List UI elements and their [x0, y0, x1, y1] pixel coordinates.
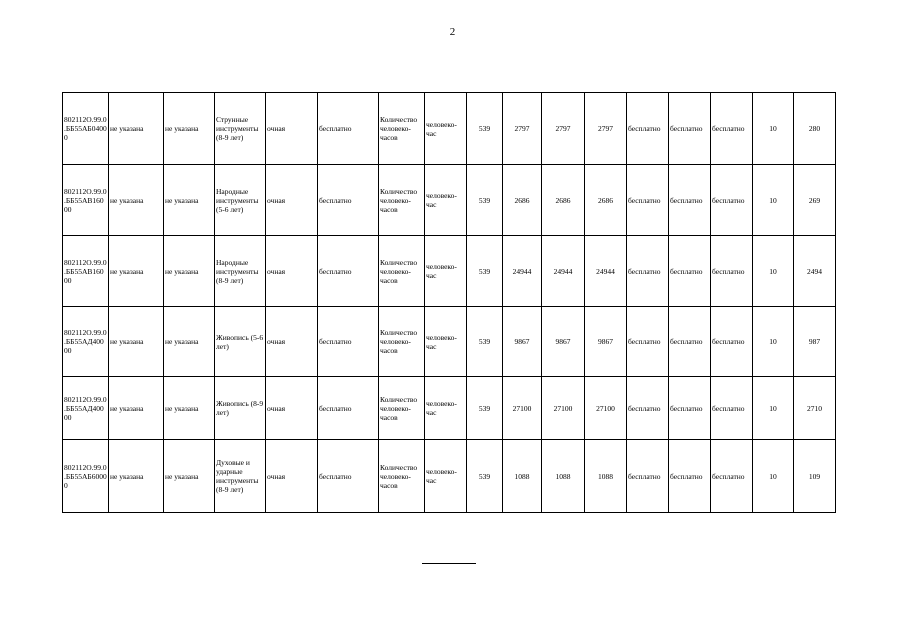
services-table [62, 92, 836, 513]
cell-indicator-2: не указана [164, 236, 215, 307]
cell-indicator-name: Количество человеко-часов [379, 440, 425, 513]
cell-study-form: очная [266, 307, 318, 377]
cell-indicator-2: не указана [164, 165, 215, 236]
cell-volume-year-2: 2686 [542, 165, 585, 236]
cell-volume-year-2: 9867 [542, 307, 585, 377]
cell-deviation-value: 109 [794, 440, 836, 513]
cell-unit-code: 539 [467, 440, 503, 513]
cell-unit-code: 539 [467, 93, 503, 165]
cell-unit-code: 539 [467, 236, 503, 307]
cell-volume-year-3: 27100 [585, 377, 627, 440]
cell-registry-code: 802112О.99.0.ББ55АБ60000 [63, 440, 109, 513]
cell-volume-year-3: 2797 [585, 93, 627, 165]
cell-fee-year-1: бесплатно [627, 93, 669, 165]
cell-volume-year-2: 1088 [542, 440, 585, 513]
table-row [63, 307, 836, 377]
cell-registry-code: 802112О.99.0.ББ55АБ04000 [63, 93, 109, 165]
cell-deviation-value: 987 [794, 307, 836, 377]
cell-fee-year-1: бесплатно [627, 377, 669, 440]
cell-deviation-percent: 10 [753, 377, 794, 440]
cell-volume-year-3: 1088 [585, 440, 627, 513]
footer-divider [422, 563, 476, 564]
cell-fee-year-3: бесплатно [711, 377, 753, 440]
cell-fee-year-2: бесплатно [669, 236, 711, 307]
cell-volume-year-2: 27100 [542, 377, 585, 440]
cell-study-form: очная [266, 440, 318, 513]
cell-payment-type: бесплатно [318, 440, 379, 513]
cell-program-name: Живопись (8-9 лет) [215, 377, 266, 440]
cell-indicator-1: не указана [109, 93, 164, 165]
page-number: 2 [449, 26, 456, 38]
cell-indicator-name: Количество человеко-часов [379, 377, 425, 440]
cell-deviation-percent: 10 [753, 165, 794, 236]
table-row [63, 440, 836, 513]
cell-program-name: Народные инструменты (8-9 лет) [215, 236, 266, 307]
cell-volume-year-3: 24944 [585, 236, 627, 307]
cell-indicator-1: не указана [109, 165, 164, 236]
cell-indicator-1: не указана [109, 307, 164, 377]
cell-indicator-2: не указана [164, 377, 215, 440]
cell-payment-type: бесплатно [318, 93, 379, 165]
cell-deviation-value: 280 [794, 93, 836, 165]
cell-registry-code: 802112О.99.0.ББ55АД40000 [63, 307, 109, 377]
cell-program-name: Живопись (5-6 лет) [215, 307, 266, 377]
cell-deviation-percent: 10 [753, 93, 794, 165]
cell-unit: человеко-час [425, 93, 467, 165]
cell-unit-code: 539 [467, 165, 503, 236]
cell-study-form: очная [266, 93, 318, 165]
cell-fee-year-2: бесплатно [669, 307, 711, 377]
cell-fee-year-3: бесплатно [711, 307, 753, 377]
cell-program-name: Народные инструменты (5-6 лет) [215, 165, 266, 236]
cell-volume-year-2: 2797 [542, 93, 585, 165]
cell-fee-year-3: бесплатно [711, 165, 753, 236]
cell-volume-year-1: 9867 [503, 307, 542, 377]
cell-fee-year-3: бесплатно [711, 93, 753, 165]
cell-indicator-name: Количество человеко-часов [379, 93, 425, 165]
cell-volume-year-1: 2797 [503, 93, 542, 165]
cell-deviation-value: 269 [794, 165, 836, 236]
cell-indicator-name: Количество человеко-часов [379, 236, 425, 307]
cell-fee-year-1: бесплатно [627, 165, 669, 236]
cell-program-name: Струнные инструменты (8-9 лет) [215, 93, 266, 165]
cell-indicator-2: не указана [164, 440, 215, 513]
cell-volume-year-3: 2686 [585, 165, 627, 236]
cell-deviation-percent: 10 [753, 236, 794, 307]
table-row [63, 377, 836, 440]
cell-study-form: очная [266, 236, 318, 307]
cell-study-form: очная [266, 165, 318, 236]
cell-indicator-name: Количество человеко-часов [379, 307, 425, 377]
cell-payment-type: бесплатно [318, 377, 379, 440]
table-row [63, 93, 836, 165]
cell-unit: человеко-час [425, 236, 467, 307]
cell-deviation-value: 2494 [794, 236, 836, 307]
cell-deviation-percent: 10 [753, 307, 794, 377]
cell-volume-year-1: 27100 [503, 377, 542, 440]
cell-fee-year-3: бесплатно [711, 440, 753, 513]
cell-registry-code: 802112О.99.0.ББ55АВ16000 [63, 165, 109, 236]
cell-payment-type: бесплатно [318, 236, 379, 307]
cell-registry-code: 802112О.99.0.ББ55АД40000 [63, 377, 109, 440]
cell-unit: человеко-час [425, 377, 467, 440]
cell-fee-year-1: бесплатно [627, 440, 669, 513]
cell-deviation-value: 2710 [794, 377, 836, 440]
cell-indicator-name: Количество человеко-часов [379, 165, 425, 236]
cell-indicator-2: не указана [164, 93, 215, 165]
cell-fee-year-2: бесплатно [669, 440, 711, 513]
cell-study-form: очная [266, 377, 318, 440]
cell-volume-year-1: 24944 [503, 236, 542, 307]
cell-payment-type: бесплатно [318, 165, 379, 236]
cell-fee-year-2: бесплатно [669, 165, 711, 236]
cell-volume-year-3: 9867 [585, 307, 627, 377]
cell-unit: человеко-час [425, 440, 467, 513]
cell-unit-code: 539 [467, 307, 503, 377]
cell-fee-year-3: бесплатно [711, 236, 753, 307]
cell-unit-code: 539 [467, 377, 503, 440]
cell-program-name: Духовые и ударные инструменты (8-9 лет) [215, 440, 266, 513]
cell-volume-year-1: 2686 [503, 165, 542, 236]
cell-indicator-1: не указана [109, 440, 164, 513]
cell-fee-year-2: бесплатно [669, 377, 711, 440]
table-row [63, 165, 836, 236]
cell-fee-year-2: бесплатно [669, 93, 711, 165]
cell-unit: человеко-час [425, 307, 467, 377]
cell-payment-type: бесплатно [318, 307, 379, 377]
cell-fee-year-1: бесплатно [627, 307, 669, 377]
cell-registry-code: 802112О.99.0.ББ55АВ16000 [63, 236, 109, 307]
cell-volume-year-1: 1088 [503, 440, 542, 513]
cell-fee-year-1: бесплатно [627, 236, 669, 307]
cell-indicator-1: не указана [109, 377, 164, 440]
cell-unit: человеко-час [425, 165, 467, 236]
cell-volume-year-2: 24944 [542, 236, 585, 307]
cell-indicator-1: не указана [109, 236, 164, 307]
table-row [63, 236, 836, 307]
cell-deviation-percent: 10 [753, 440, 794, 513]
cell-indicator-2: не указана [164, 307, 215, 377]
